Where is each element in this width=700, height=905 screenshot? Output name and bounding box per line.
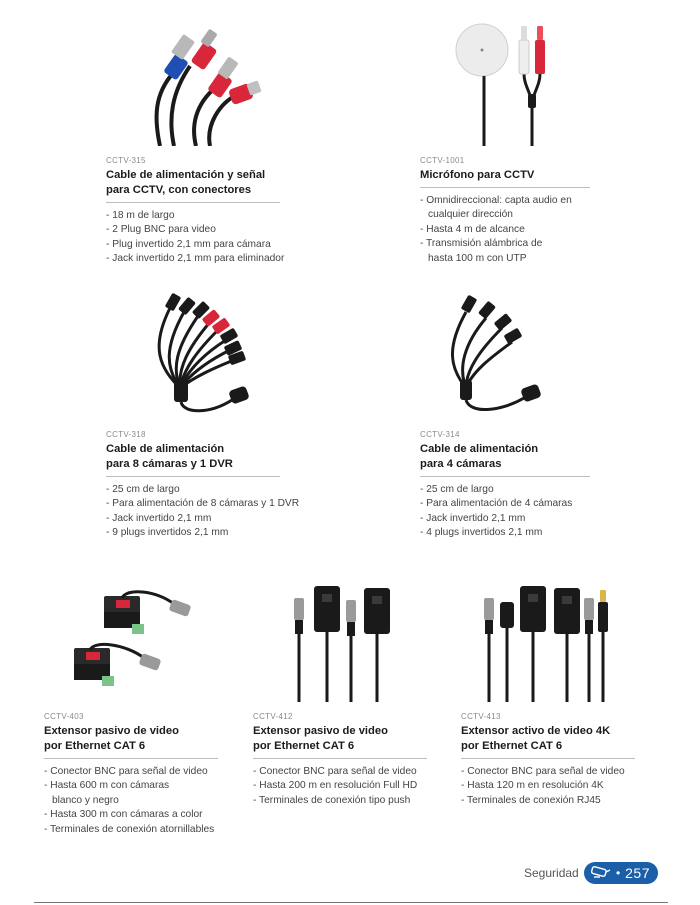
product-title-line: Cable de alimentación y señal	[106, 169, 266, 181]
product-title	[420, 168, 590, 183]
feature-item	[106, 252, 285, 266]
product-title	[106, 442, 280, 472]
feature-text: - Terminales de conexión RJ45	[461, 794, 601, 806]
feature-item	[44, 808, 218, 822]
product-divider	[461, 758, 635, 759]
feature-text: - Para alimentación de 4 cámaras	[420, 498, 573, 510]
product-title-line: Extensor pasivo de video	[253, 725, 388, 737]
product-cctv-318	[106, 430, 300, 541]
feature-list	[253, 765, 427, 808]
product-title	[44, 724, 218, 754]
product-divider	[44, 758, 218, 759]
feature-item	[253, 794, 427, 808]
feature-item	[106, 497, 300, 511]
feature-text: - Omnidireccional: capta audio en	[420, 195, 572, 206]
product-divider	[420, 476, 590, 477]
product-title-line: por Ethernet CAT 6	[253, 740, 355, 752]
footer-divider	[34, 902, 668, 903]
product-code: CCTV-318	[106, 430, 146, 439]
feature-text-continuation: hasta 100 m con UTP	[428, 252, 527, 264]
product-image-cctv-318	[140, 288, 280, 418]
feature-text: - Terminales de conexión atornillables	[44, 823, 215, 835]
feature-item	[420, 526, 590, 540]
feature-text: - Jack invertido 2,1 mm	[420, 512, 526, 524]
product-title	[420, 442, 590, 472]
product-image-cctv-412	[284, 584, 394, 702]
feature-text-continuation: cualquier dirección	[428, 209, 513, 221]
feature-item	[420, 194, 590, 223]
product-code: CCTV-1001	[420, 156, 465, 165]
feature-item	[44, 823, 218, 837]
product-title	[253, 724, 427, 754]
feature-list	[420, 483, 590, 541]
feature-item	[420, 497, 590, 511]
security-camera-icon	[590, 866, 612, 880]
product-divider	[106, 476, 280, 477]
product-image-cctv-1001	[452, 22, 562, 146]
feature-item	[420, 237, 590, 266]
feature-item	[461, 794, 635, 808]
feature-text: - Conector BNC para señal de video	[44, 766, 208, 777]
product-cctv-1001	[420, 156, 590, 266]
feature-item	[44, 765, 218, 779]
product-title-line: para CCTV, con conectores	[106, 184, 252, 196]
feature-list	[106, 209, 285, 267]
product-title	[461, 724, 635, 754]
product-title	[106, 168, 280, 198]
product-code: CCTV-315	[106, 156, 146, 165]
feature-item	[106, 526, 280, 540]
product-title-line: por Ethernet CAT 6	[44, 740, 146, 752]
feature-text: - Hasta 120 m en resolución 4K	[461, 780, 604, 792]
feature-text: - Hasta 4 m de alcance	[420, 223, 525, 235]
product-cctv-412	[253, 712, 427, 808]
feature-text: - 9 plugs invertidos 2,1 mm	[106, 527, 229, 539]
product-cctv-315	[106, 156, 285, 267]
feature-text: - 4 plugs invertidos 2,1 mm	[420, 527, 543, 539]
product-divider	[420, 187, 590, 188]
page-number: 257	[625, 865, 650, 881]
product-cctv-314	[420, 430, 590, 541]
feature-item	[106, 209, 280, 223]
feature-item	[253, 779, 427, 793]
feature-text: - Conector BNC para señal de video	[253, 766, 417, 777]
product-divider	[253, 758, 427, 759]
product-title-line: para 4 cámaras	[420, 458, 502, 470]
footer-section-label: Seguridad	[524, 866, 579, 880]
feature-text: - 25 cm de largo	[106, 484, 180, 495]
feature-text: - Hasta 600 m con cámaras	[44, 780, 170, 792]
product-image-cctv-315	[140, 22, 300, 146]
feature-text: - Jack invertido 2,1 mm	[106, 512, 212, 524]
feature-item	[420, 512, 590, 526]
feature-list	[461, 765, 635, 808]
feature-text: - Transmisión alámbrica de	[420, 238, 543, 250]
feature-text: - Para alimentación de 8 cámaras y 1 DVR	[106, 498, 300, 510]
feature-item	[253, 765, 427, 779]
feature-text: - 25 cm de largo	[420, 484, 494, 495]
product-title-line: Cable de alimentación	[420, 443, 539, 455]
feature-list	[44, 765, 218, 837]
product-cctv-403	[44, 712, 218, 837]
product-code: CCTV-412	[253, 712, 293, 721]
feature-item	[106, 512, 280, 526]
product-image-cctv-403	[66, 586, 206, 704]
feature-text: - 18 m de largo	[106, 210, 175, 221]
product-title-line: para 8 cámaras y 1 DVR	[106, 458, 233, 470]
product-code: CCTV-413	[461, 712, 501, 721]
feature-text: - 2 Plug BNC para video	[106, 224, 216, 236]
feature-text: - Jack invertido 2,1 mm para eliminador	[106, 253, 285, 265]
feature-item	[461, 779, 635, 793]
feature-item	[420, 223, 590, 237]
feature-text: - Conector BNC para señal de video	[461, 766, 625, 777]
feature-list	[106, 483, 300, 541]
feature-item	[44, 779, 218, 808]
product-code: CCTV-403	[44, 712, 84, 721]
feature-item	[106, 483, 280, 497]
feature-text: - Hasta 200 m en resolución Full HD	[253, 780, 418, 792]
feature-text: - Hasta 300 m con cámaras a color	[44, 809, 203, 821]
feature-text: - Terminales de conexión tipo push	[253, 794, 411, 806]
page-number-badge: • 257	[584, 862, 658, 884]
product-image-cctv-413	[478, 584, 628, 702]
product-divider	[106, 202, 280, 203]
feature-item	[106, 223, 280, 237]
feature-item	[461, 765, 635, 779]
feature-item	[420, 483, 590, 497]
product-image-cctv-314	[440, 288, 550, 418]
product-title-line: Cable de alimentación	[106, 443, 225, 455]
product-code: CCTV-314	[420, 430, 460, 439]
product-title-line: Micrófono para CCTV	[420, 169, 535, 181]
feature-text-continuation: blanco y negro	[52, 794, 119, 806]
feature-item	[106, 238, 280, 252]
feature-list	[420, 194, 590, 266]
product-title-line: Extensor pasivo de video	[44, 725, 179, 737]
product-cctv-413	[461, 712, 635, 808]
feature-text: - Plug invertido 2,1 mm para cámara	[106, 238, 271, 250]
product-title-line: Extensor activo de video 4K	[461, 725, 611, 737]
product-title-line: por Ethernet CAT 6	[461, 740, 563, 752]
